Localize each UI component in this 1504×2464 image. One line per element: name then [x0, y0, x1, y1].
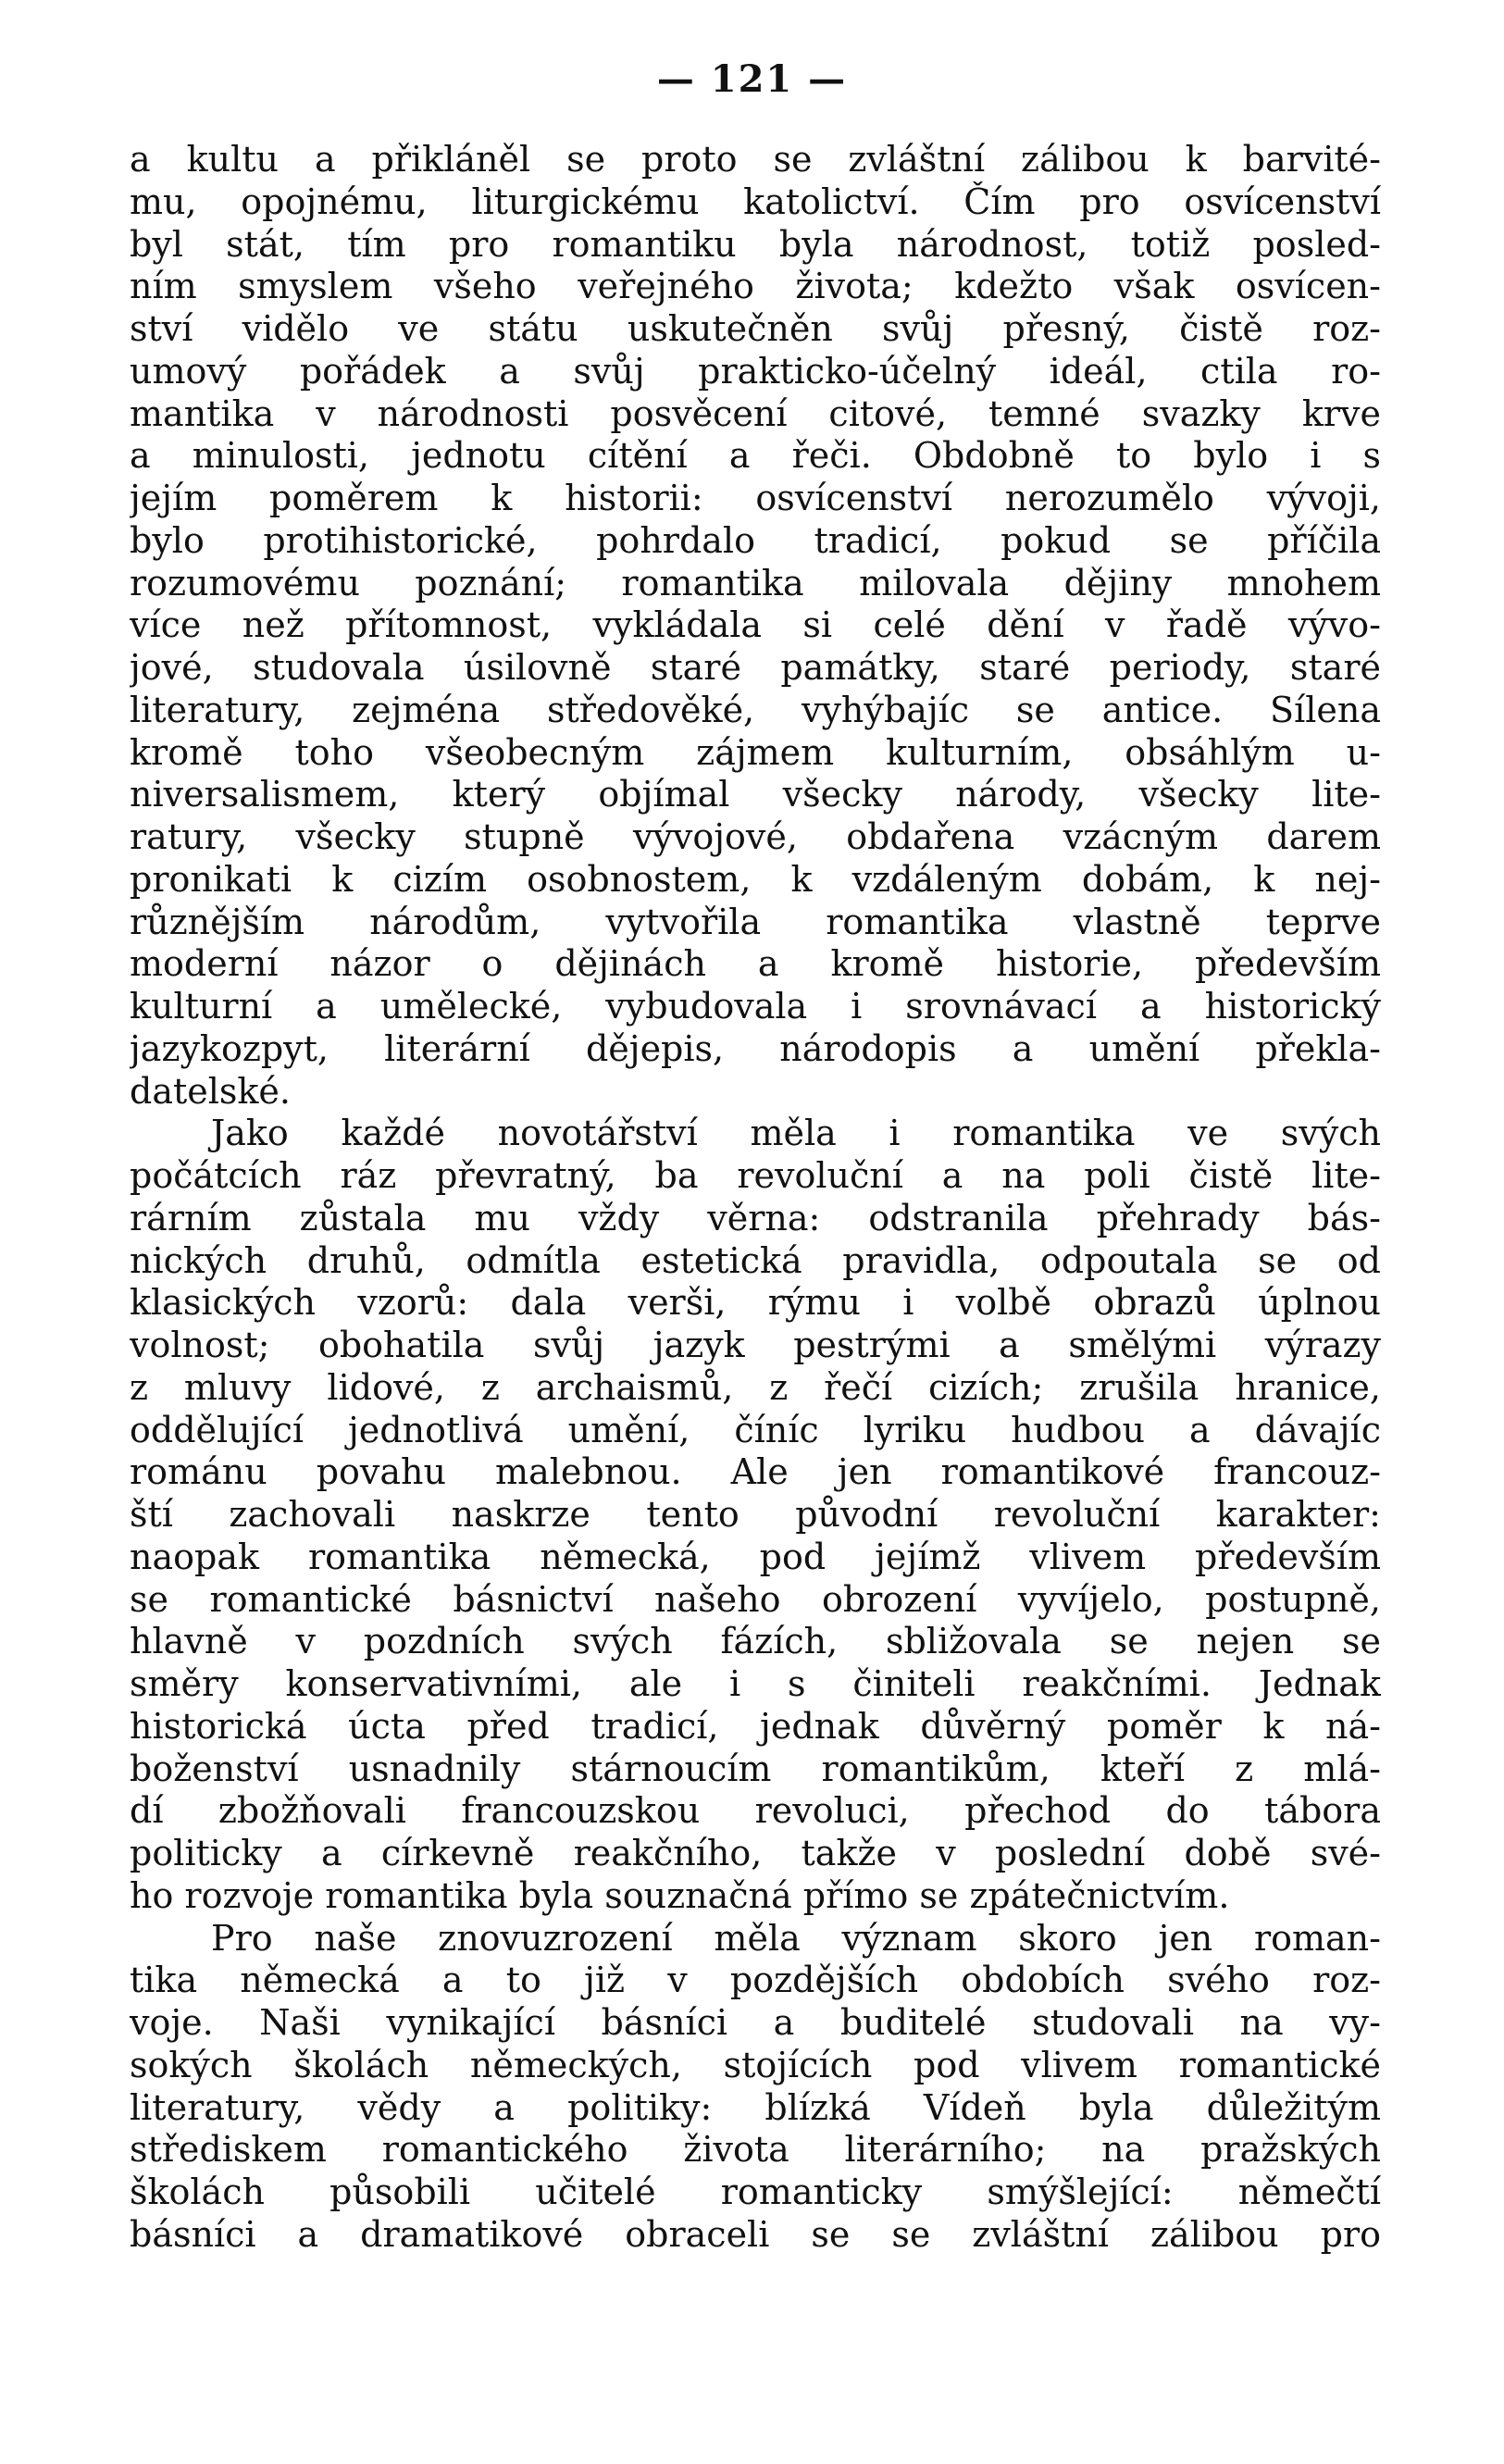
text-line: ho rozvoje romantika byla souznačná přímo se zpátečnictvím.: [130, 1874, 1230, 1916]
text-line: naopak romantika německá, pod jejímž vlivem především: [130, 1536, 1381, 1577]
text-line: literatury, zejména středověké, vyhýbajíc se antice. Sílena: [130, 689, 1381, 730]
text-line: kromě toho všeobecným zájmem kulturním, obsáhlým u-: [130, 731, 1381, 773]
text-line: pronikati k cizím osobnostem, k vzdáleným dobám, k nej-: [130, 858, 1381, 900]
text-line: historická úcta před tradicí, jednak důvěrný poměr k ná-: [130, 1705, 1381, 1747]
text-line: dí zbožňovali francouzskou revoluci, přechod do tábora: [130, 1790, 1381, 1832]
text-line: ním smyslem všeho veřejného života; kdežto však osvícen-: [130, 266, 1381, 307]
text-line: nických druhů, odmítla estetická pravidla, odpoutala se od: [130, 1239, 1381, 1281]
text-line: rozumovému poznání; romantika milovala dějiny mnohem: [130, 562, 1381, 604]
text-line: voje. Naši vynikající básníci a buditelé studovali na vy-: [130, 2002, 1381, 2043]
text-line: a kultu a přikláněl se proto se zvláštní zálibou k barvité-: [130, 139, 1381, 180]
body-text: [130, 139, 1381, 2257]
text-line: tika německá a to již v pozdějších obdobích svého roz-: [130, 1960, 1381, 2001]
text-line: moderní názor o dějinách a kromě historie, především: [130, 943, 1381, 985]
text-line: byl stát, tím pro romantiku byla národnost, totiž posled-: [130, 223, 1381, 265]
text-line: hlavně v pozdních svých fázích, sbližovala se nejen se: [130, 1621, 1381, 1662]
text-line: volnost; obohatila svůj jazyk pestrými a smělými výrazy: [130, 1325, 1381, 1365]
text-line: mantika v národnosti posvěcení citové, temné svazky krve: [130, 392, 1381, 434]
paragraph-start-line: Pro naše znovuzrození měla význam skoro jen roman-: [211, 1917, 1381, 1959]
text-line: románu povahu malebnou. Ale jen romantikové francouz-: [130, 1451, 1381, 1493]
text-line: se romantické básnictví našeho obrození vyvíjelo, postupně,: [130, 1578, 1381, 1620]
text-line: jejím poměrem k historii: osvícenství nerozumělo vývoji,: [130, 478, 1381, 518]
text-line: boženství usnadnily stárnoucím romantikům, kteří z mlá-: [130, 1748, 1381, 1789]
text-line: klasických vzorů: dala verši, rýmu i volbě obrazů úplnou: [130, 1282, 1381, 1324]
text-line: politicky a církevně reakčního, takže v poslední době své-: [130, 1833, 1381, 1873]
paragraph-start-line: Jako každé novotářství měla i romantika ve svých: [211, 1113, 1381, 1154]
text-line: ští zachovali naskrze tento původní revoluční karakter:: [130, 1494, 1381, 1535]
text-line: kulturní a umělecké, vybudovala i srovnávací a historický: [130, 986, 1381, 1027]
text-line: a minulosti, jednotu cítění a řeči. Obdobně to bylo i s: [130, 435, 1381, 477]
text-line: počátcích ráz převratný, ba revoluční a na poli čistě lite-: [130, 1155, 1381, 1196]
text-line: niversalismem, který objímal všecky národy, všecky lite-: [130, 774, 1381, 815]
text-line: jazykozpyt, literární dějepis, národopis a umění překla-: [130, 1027, 1381, 1069]
text-line: oddělující jednotlivá umění, číníc lyriku hudbou a dávajíc: [130, 1409, 1381, 1450]
text-line: různějším národům, vytvořila romantika vlastně teprve: [130, 901, 1381, 942]
text-line: ratury, všecky stupně vývojové, obdařena vzácným darem: [130, 816, 1381, 857]
text-line: umový pořádek a svůj prakticko-účelný ideál, ctila ro-: [130, 350, 1381, 392]
text-line: mu, opojnému, liturgickému katolictví. Čím pro osvícenství: [130, 180, 1381, 222]
text-line: více než přítomnost, vykládala si celé dění v řadě vývo-: [130, 604, 1381, 646]
text-line: ství vidělo ve státu uskutečněn svůj přesný, čistě roz-: [130, 308, 1381, 349]
text-line: střediskem romantického života literárního; na pražských: [130, 2129, 1381, 2171]
text-line: z mluvy lidové, z archaismů, z řečí cizích; zrušila hranice,: [130, 1366, 1381, 1408]
text-line: jové, studovala úsilovně staré památky, staré periody, staré: [130, 647, 1381, 688]
text-line: datelské.: [130, 1070, 291, 1112]
text-line: směry konservativními, ale i s činiteli reakčními. Jednak: [130, 1663, 1381, 1704]
text-line: sokých školách německých, stojících pod vlivem romantické: [130, 2044, 1381, 2085]
text-line: rárním zůstala mu vždy věrna: odstranila přehrady bás-: [130, 1197, 1381, 1238]
page-number: — 121 —: [656, 57, 848, 101]
text-line: básníci a dramatikové obraceli se se zvláštní zálibou pro: [130, 2213, 1381, 2255]
text-line: literatury, vědy a politiky: blízká Vídeň byla důležitým: [130, 2086, 1381, 2128]
text-line: školách působili učitelé romanticky smýšlející: němečtí: [130, 2172, 1381, 2212]
text-line: bylo protihistorické, pohrdalo tradicí, pokud se příčila: [130, 519, 1381, 561]
